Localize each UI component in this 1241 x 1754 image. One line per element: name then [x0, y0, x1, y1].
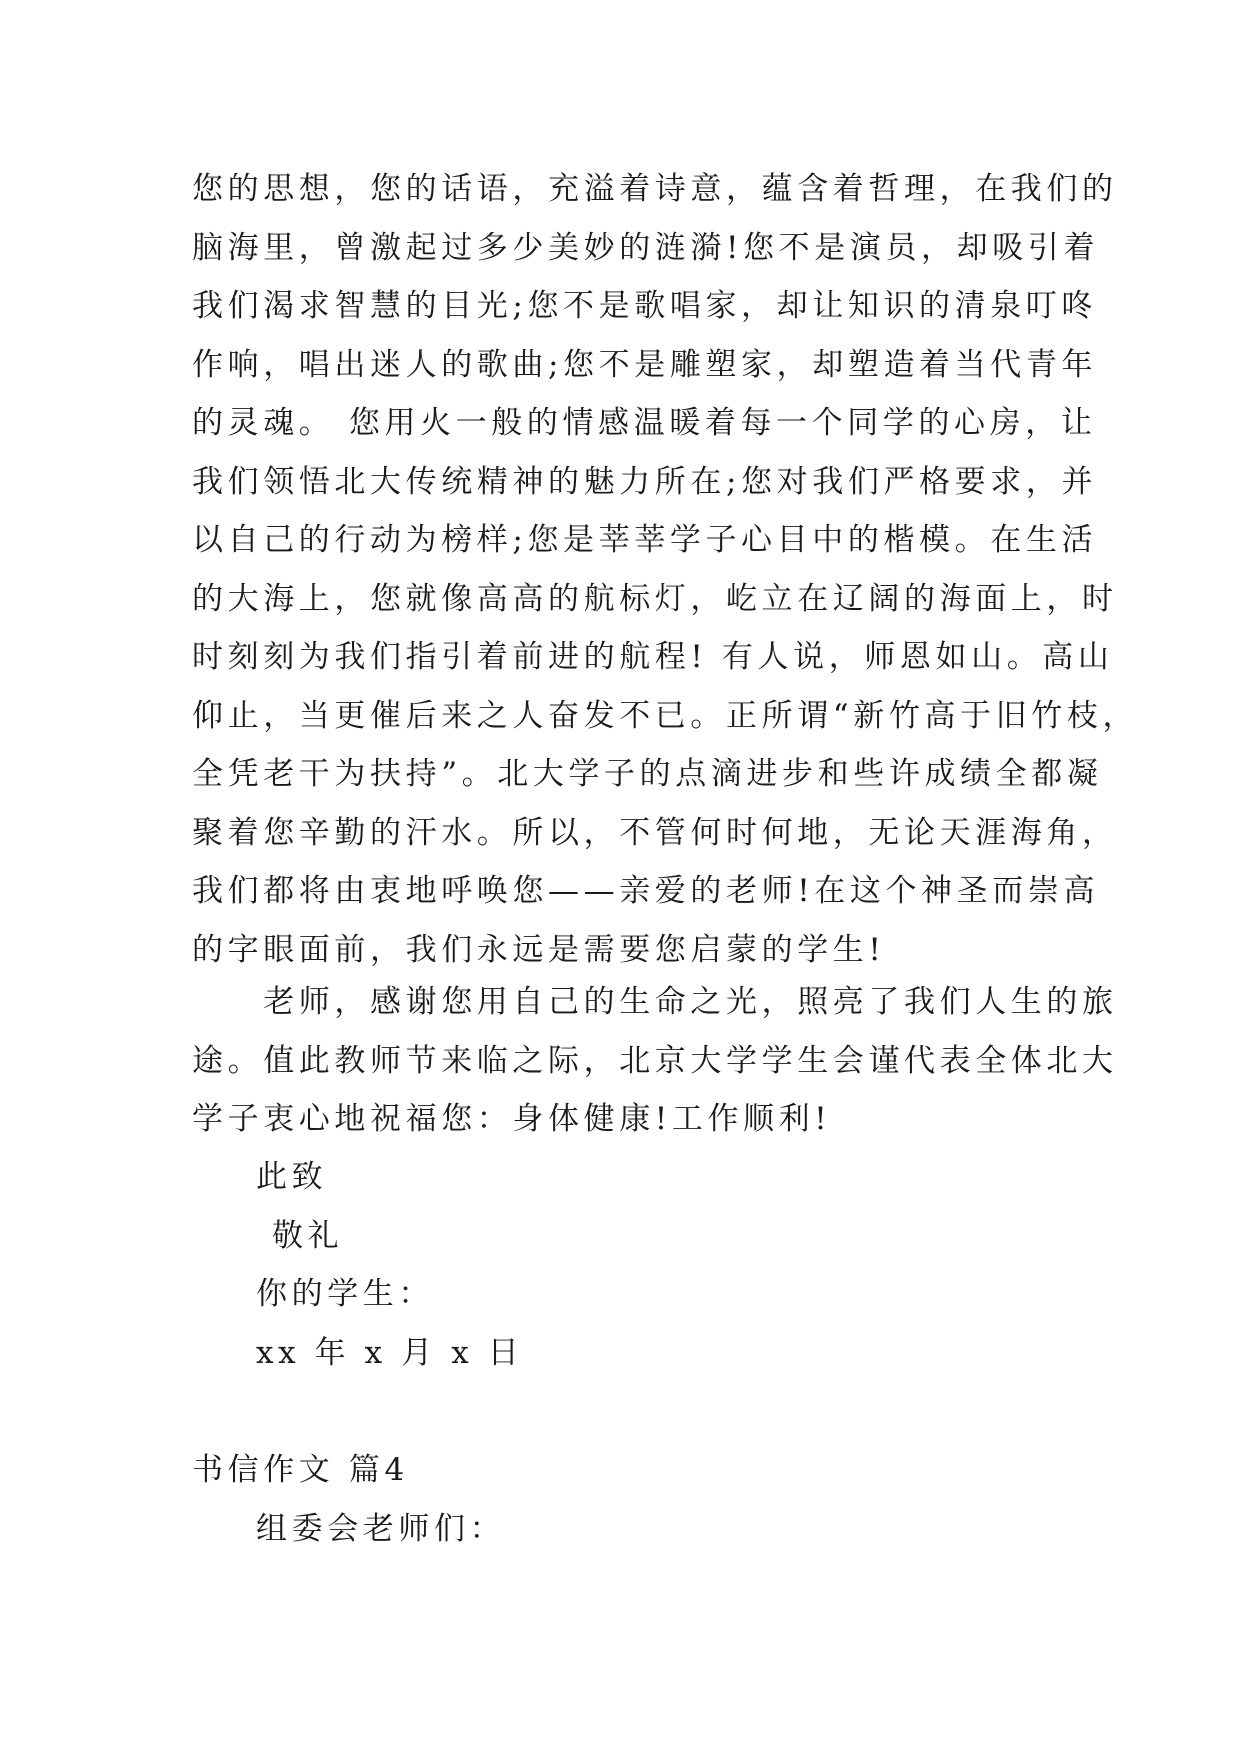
text-line: 学子衷心地祝福您：身体健康!工作顺利!	[192, 1101, 832, 1137]
text-line: 的灵魂。 您用火一般的情感温暖着每一个同学的心房，让	[192, 405, 1097, 441]
signature-line: 你的学生：	[256, 1276, 434, 1312]
text-line: 仰止，当更催后来之人奋发不已。正所谓“新竹高于旧竹枝，	[192, 697, 1139, 734]
section-heading: 书信作文 篇4	[192, 1452, 409, 1488]
text-line: 全凭老干为扶持”。北大学子的点滴进步和些许成绩全都凝	[192, 756, 1103, 792]
text-line: 我们渴求智慧的目光;您不是歌唱家，却让知识的清泉叮咚	[192, 288, 1098, 324]
text-line: 我们都将由衷地呼唤您——亲爱的老师!在这个神圣而崇高	[192, 873, 1100, 909]
text-line: 以自己的行动为榜样;您是莘莘学子心目中的楷模。在生活	[192, 522, 1098, 558]
text-line: 聚着您辛勤的汗水。所以，不管何时何地，无论天涯海角，	[192, 814, 1118, 851]
salutation-line: 组委会老师们：	[256, 1511, 506, 1547]
body-paragraph-2	[192, 973, 1118, 1149]
text-line: 脑海里，曾激起过多少美妙的涟漪!您不是演员，却吸引着	[192, 229, 1100, 266]
text-line: 的大海上，您就像高高的航标灯，屹立在辽阔的海面上，时	[192, 580, 1118, 617]
date-line: xx 年 x 月 x 日	[256, 1335, 524, 1371]
closing-ci-zhi: 此致	[256, 1159, 328, 1195]
body-paragraph-1	[192, 160, 1139, 979]
text-line: 时刻刻为我们指引着前进的航程! 有人说，师恩如山。高山	[192, 639, 1114, 675]
text-line: 老师，感谢您用自己的生命之光，照亮了我们人生的旅	[192, 984, 1118, 1020]
closing-jing-li: 敬礼	[272, 1218, 344, 1254]
text-line: 的字眼面前，我们永远是需要您启蒙的学生!	[192, 931, 886, 968]
text-line: 您的思想，您的话语，充溢着诗意，蕴含着哲理，在我们的	[192, 171, 1118, 207]
text-line: 我们领悟北大传统精神的魅力所在;您对我们严格要求，并	[192, 463, 1098, 500]
text-line: 途。值此教师节来临之际，北京大学学生会谨代表全体北大	[192, 1042, 1118, 1079]
text-line: 作响，唱出迷人的歌曲;您不是雕塑家，却塑造着当代青年	[192, 346, 1098, 383]
